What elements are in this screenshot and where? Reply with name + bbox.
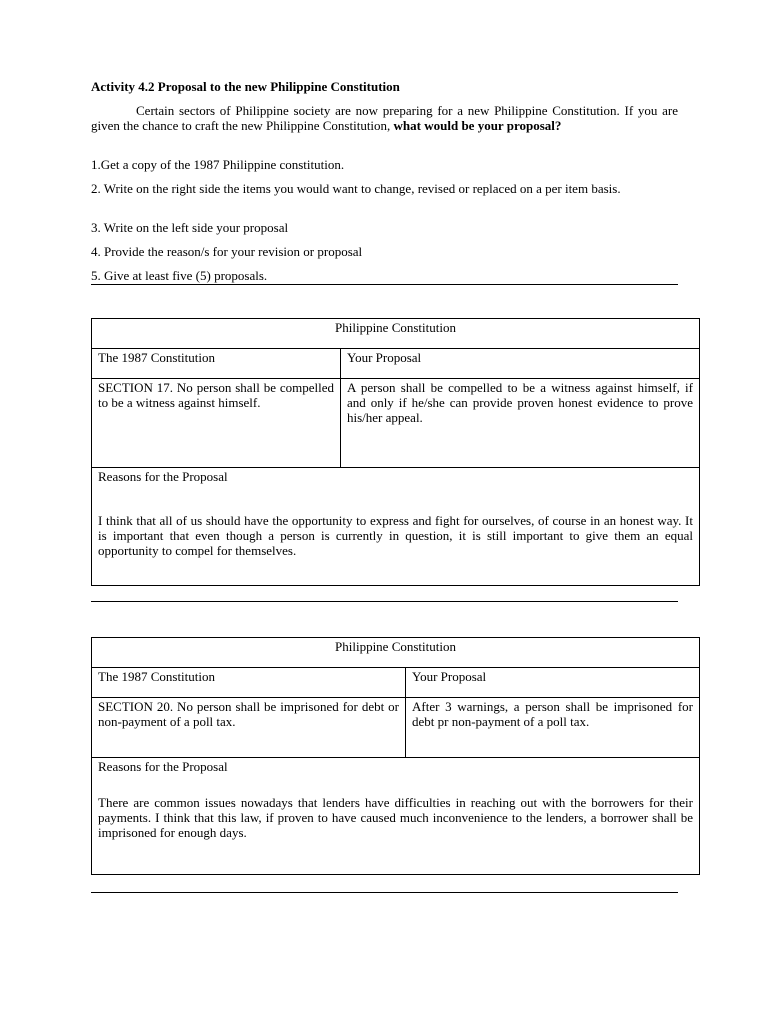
reasons-cell	[92, 468, 700, 586]
step-2: 2. Write on the right side the items you would want to change, revised or replaced on a per item basis.	[91, 181, 621, 196]
table-header: Philippine Constitution	[92, 319, 700, 349]
reasons-text: I think that all of us should have the opportunity to express and fight for ourselves, of course in an honest way. It is important that even though a person is currently in question, it is still important to give them an equal opportunity to compel for themselves.	[98, 513, 693, 558]
divider-line	[91, 284, 678, 285]
intro-bold-question: what would be your proposal?	[393, 118, 562, 133]
reasons-label: Reasons for the Proposal	[98, 469, 228, 484]
table-header: Philippine Constitution	[92, 638, 700, 668]
constitution-table-2	[91, 637, 700, 875]
activity-title: Activity 4.2 Proposal to the new Philippine Constitution	[91, 79, 400, 94]
divider-line	[91, 601, 678, 602]
step-3: 3. Write on the left side your proposal	[91, 220, 289, 235]
divider-line	[91, 892, 678, 893]
proposal-cell: A person shall be compelled to be a witness against himself, if and only if he/she can provide proven honest evidence to prove his/her appeal.	[341, 379, 700, 468]
step-5: 5. Give at least five (5) proposals.	[91, 268, 268, 283]
constitution-section-cell: SECTION 20. No person shall be imprisoned for debt or non-payment of a poll tax.	[92, 698, 406, 758]
col1-header: The 1987 Constitution	[92, 349, 341, 379]
reasons-text: There are common issues nowadays that lenders have difficulties in reaching out with the borrowers for their payments. I think that this law, if proven to have caused much inconvenience to the lenders, a borrower shall be imprisoned for enough days.	[98, 795, 693, 840]
step-1: 1.Get a copy of the 1987 Philippine constitution.	[91, 157, 345, 172]
intro-paragraph	[91, 103, 678, 133]
intro-regular-text: Certain sectors of Philippine society are now preparing for a new Philippine Constitution. If you are given the chance to craft the new Philippine Constitution,	[91, 103, 678, 133]
constitution-section-cell: SECTION 17. No person shall be compelled to be a witness against himself.	[92, 379, 341, 468]
step-4: 4. Provide the reason/s for your revision or proposal	[91, 244, 363, 259]
reasons-cell	[92, 758, 700, 875]
reasons-label: Reasons for the Proposal	[98, 759, 228, 774]
col2-header: Your Proposal	[341, 349, 700, 379]
proposal-cell: After 3 warnings, a person shall be imprisoned for debt pr non-payment of a poll tax.	[406, 698, 700, 758]
constitution-table-1	[91, 318, 700, 586]
col1-header: The 1987 Constitution	[92, 668, 406, 698]
col2-header: Your Proposal	[406, 668, 700, 698]
